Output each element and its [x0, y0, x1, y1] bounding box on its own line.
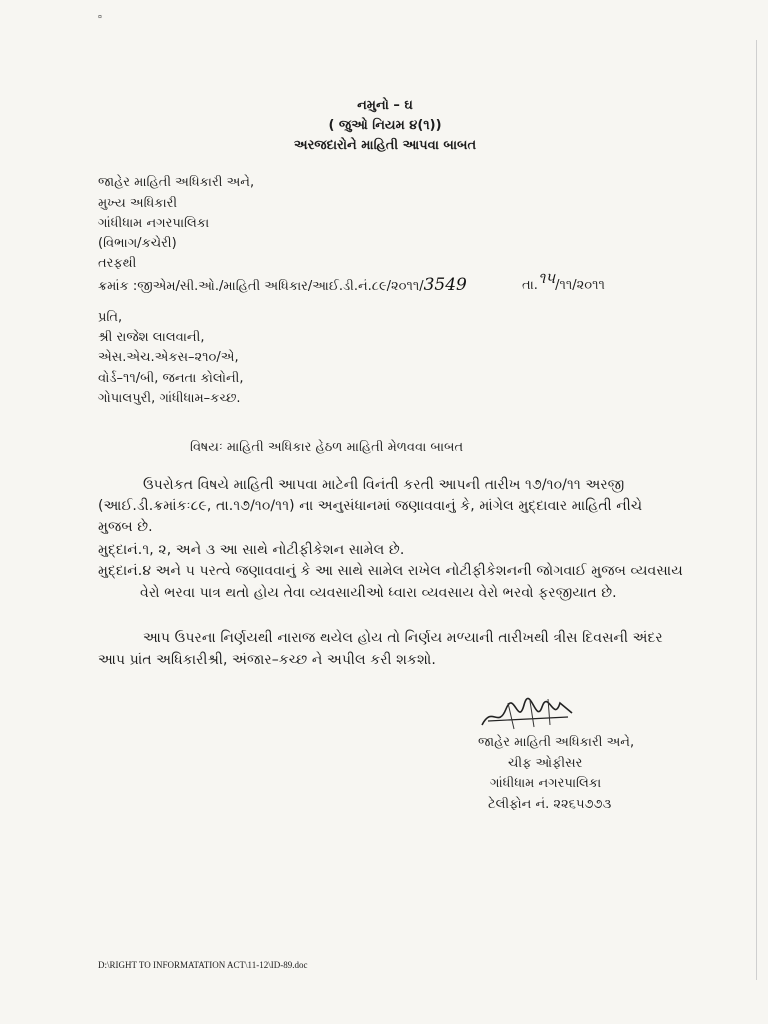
date-prefix: તા.	[522, 278, 538, 293]
paragraph-1-line-1: ઉપરોકત વિષયે માહિતી આપવા માટેની વિનંતી કરતી આપની તારીખ ૧૭/૧૦/૧૧ અરજી	[143, 477, 625, 493]
form-number: નમુનો – ઘ	[357, 98, 413, 113]
corner-mark: ¤	[98, 14, 102, 21]
reference-date	[522, 269, 605, 293]
signatory-line-1: જાહેર માહિતી અધિકારી અને,	[478, 735, 635, 750]
handwritten-date-day: ૧૫	[537, 269, 556, 287]
recipient-line-5: ગોપાલપુરી, ગાંધીધામ–કચ્છ.	[98, 391, 241, 406]
reference-line	[98, 275, 467, 295]
subject-line: વિષયઃ માહિતી અધિકાર હેઠળ માહિતી મેળવવા બાબત	[190, 440, 464, 455]
handwritten-reference-number: 3549	[423, 275, 467, 295]
sender-line-5: તરફથી	[98, 256, 137, 271]
paragraph-1-line-3: મુજબ છે.	[98, 519, 153, 535]
point-1: મુદ્દાનં.૧, ૨, અને ૩ આ સાથે નોટીફીકેશન સામેલ છે.	[98, 542, 405, 558]
paragraph-2-line-1: આપ ઉપરના નિર્ણયથી નારાજ થયેલ હોય તો નિર્ણય મળ્યાની તારીખથી ત્રીસ દિવસની અંદર	[143, 630, 663, 646]
document-title: અરજદારોને માહિતી આપવા બાબત	[293, 138, 477, 153]
reference-number-label: ક્રમાંક :જીએમ/સી.ઓ./માહિતી અધિકાર/આઈ.ડી.નં.૮૯/૨૦૧૧/	[98, 279, 424, 294]
sender-line-2: મુખ્ય અધિકારી	[98, 196, 178, 211]
paragraph-1-line-2: (આઈ.ડી.ક્રમાંકઃ૮૯, તા.૧૭/૧૦/૧૧) ના અનુસંધાનમાં જણાવવાનું કે, માંગેલ મુદ્દાવાર માહિતી નીચે	[98, 498, 643, 514]
sender-line-3: ગાંધીધામ નગરપાલિકા	[98, 216, 210, 231]
point-2-line-2: વેરો ભરવા પાત્ર થતો હોય તેવા વ્યવસાયીઓ ધ્વારા વ્યવસાય વેરો ભરવો ફરજીયાત છે.	[140, 585, 617, 601]
recipient-line-1: પ્રતિ,	[98, 310, 123, 325]
paragraph-2-line-2: આપ પ્રાંત અધિકારીશ્રી, અંજાર–કચ્છ ને અપીલ કરી શકશો.	[98, 652, 436, 668]
point-2-line-1: મુદ્દાનં.૪ અને ૫ પરત્વે જણાવવાનું કે આ સાથે સામેલ રાખેલ નોટીફીકેશનની જોગવાઈ મુજબ વ્યવસાય	[98, 563, 683, 579]
sender-line-4: (વિભાગ/કચેરી)	[98, 236, 177, 251]
signatory-phone: ટેલીફોન નં. ૨૨૬૫૭૭૩	[488, 797, 612, 812]
handwritten-signature	[478, 695, 578, 735]
signatory-line-3: ગાંધીધામ નગરપાલિકા	[490, 776, 602, 791]
date-suffix: /૧૧/૨૦૧૧	[555, 278, 605, 293]
scan-edge-line	[756, 40, 757, 980]
rule-reference: ( જુઓ નિયમ ૪(૧))	[328, 118, 442, 133]
file-path-footer: D:\RIGHT TO INFORMATATION ACT\11-12\ID-89.doc	[98, 960, 308, 970]
recipient-line-3: એસ.એચ.એકસ–૨૧૦/એ,	[98, 350, 239, 365]
sender-line-1: જાહેર માહિતી અધિકારી અને,	[98, 175, 255, 190]
recipient-line-2: શ્રી રાજેશ લાલવાની,	[98, 330, 205, 345]
signatory-line-2: ચીફ ઓફીસર	[508, 756, 583, 771]
recipient-line-4: વોર્ડ–૧૧/બી, જનતા કોલોની,	[98, 371, 244, 386]
